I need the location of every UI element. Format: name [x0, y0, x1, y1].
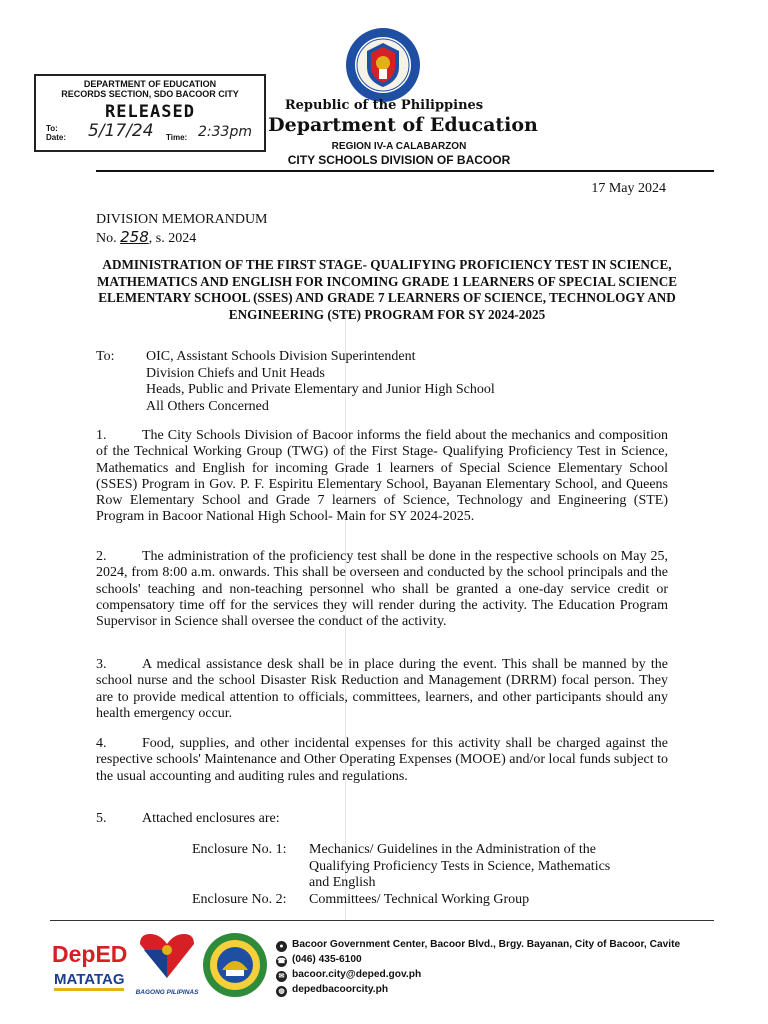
memo-no-suffix: , s. 2024 — [148, 231, 197, 246]
footer-email[interactable] — [276, 969, 421, 982]
to-label: To: — [96, 349, 115, 364]
memo-number — [96, 228, 196, 247]
stamp-line2: RECORDS SECTION, SDO BACOOR CITY — [61, 89, 239, 99]
paragraph-text: Food, supplies, and other incidental expenses for this activity shall be charged against the respective schools' Maintenance and Other Operating Expenses (MOOE) and/or local funds subject to the usual accounting and auditing rules and regulations. — [96, 736, 668, 784]
deped-seal-logo — [345, 27, 421, 103]
logo-deped-text: DepED — [52, 941, 128, 967]
paragraph-3 — [96, 657, 668, 722]
address-text: Bacoor Government Center, Bacoor Blvd., Brgy. Bayanan, City of Bacoor, Cavite — [292, 939, 681, 950]
memo-date: 17 May 2024 — [591, 181, 666, 196]
enclosure-text: Committees/ Technical Working Group — [309, 891, 530, 907]
enclosure-continuation — [192, 875, 672, 892]
enclosure-item — [192, 842, 672, 859]
enclosure-label: Enclosure No. 2: — [192, 891, 287, 907]
recipient-list — [146, 349, 495, 415]
stamp-line1: DEPARTMENT OF EDUCATION — [83, 79, 217, 89]
stamp-date-value: 5/17/24 — [88, 121, 154, 141]
paragraph-5 — [96, 811, 668, 827]
paragraph-4 — [96, 736, 668, 785]
stamp-released: RELEASED — [105, 102, 195, 122]
recipient: Heads, Public and Private Elementary and Junior High School — [146, 382, 495, 397]
header-republic: Republic of the Philippines — [284, 98, 484, 113]
stamp-time-value: 2:33pm — [198, 124, 252, 140]
enclosure-continuation — [192, 859, 672, 876]
paragraph-number: 4. — [96, 736, 107, 751]
enclosure-item — [192, 892, 672, 909]
website-text[interactable]: depedbacoorcity.ph — [292, 984, 389, 995]
email-icon: ✉ — [276, 971, 287, 982]
memo-type: DIVISION MEMORANDUM — [96, 212, 268, 227]
logo-matatag-text: MATATAG — [54, 971, 125, 988]
phone-icon: ☎ — [277, 958, 286, 965]
recipient: Division Chiefs and Unit Heads — [146, 365, 325, 381]
header-department: Department of Education — [268, 114, 538, 136]
paragraph-1 — [96, 428, 668, 526]
location-icon: ● — [276, 941, 287, 952]
paragraph-text: A medical assistance desk shall be in place during the event. This shall be manned by the school nurse and the school Disaster Risk Reduction and Management (DRRM) focal person. They are to provide medical attention to officials, committees, learners, and other participants should any health emergency occur. — [96, 657, 668, 721]
memo-no-prefix: No. — [96, 231, 121, 246]
stamp-to-label: To: — [46, 124, 58, 133]
recipient: All Others Concerned — [146, 398, 269, 414]
web-icon: ◍ — [276, 986, 287, 997]
deped-matatag-logo — [50, 932, 130, 998]
footer-rule — [50, 920, 714, 921]
paragraph-number: 2. — [96, 549, 107, 564]
stamp-time-label: Time: — [166, 133, 188, 142]
paragraph-number: 5. — [96, 811, 107, 826]
phone-text: (046) 435-6100 — [292, 954, 362, 965]
recipient: OIC, Assistant Schools Division Superintendent — [146, 349, 416, 364]
enclosure-text: Qualifying Proficiency Tests in Science, Mathematics — [309, 858, 611, 874]
enclosure-text: Mechanics/ Guidelines in the Administration of the — [309, 842, 596, 857]
header-rule — [96, 170, 714, 172]
header-division: CITY SCHOOLS DIVISION OF BACOOR — [287, 153, 511, 167]
paragraph-text: The City Schools Division of Bacoor informs the field about the mechanics and composition of the Technical Working Group (TWG) of the First Stage- Qualifying Proficiency Test in Science, Mathematics and English for incoming Grade 1 learners of Special Science Elementary School (SSES) Program in Gov. P. F. Espiritu Elementary School, Bayanan Elementary School, and Queens Row Elementary School and Grade 7 learners of Science, Technology and Engineering (STE) Program in Bacoor National High School- Main for SY 2024-2025. — [96, 428, 668, 525]
paragraph-2 — [96, 549, 668, 630]
stamp-date-label: Date: — [46, 133, 67, 142]
logo-bagong-text: BAGONG PILIPINAS — [135, 989, 199, 996]
enclosure-list — [192, 842, 672, 908]
memo-no-value: 258 — [120, 228, 149, 246]
enclosure-text: and English — [309, 875, 376, 890]
paragraph-text: The administration of the proficiency test shall be done in the respective schools on May 25, 2024, from 8:00 a.m. onwards. This shall be overseen and conducted by the school principals and the schools' teaching and non-teaching personnel who shall be granted a one-day service credit or compensatory time off for the services they will render during the activity. The Education Program Supervisor in Science shall oversee the conduct of the activity. — [96, 549, 668, 630]
enclosure-label: Enclosure No. 1: — [192, 842, 287, 857]
footer-address — [276, 939, 680, 952]
paragraph-number: 1. — [96, 428, 107, 443]
footer-phone — [276, 954, 362, 967]
email-text[interactable]: bacoor.city@deped.gov.ph — [292, 969, 422, 980]
header-region: REGION IV-A CALABARZON — [331, 141, 467, 152]
memo-title: ADMINISTRATION OF THE FIRST STAGE- QUALIFYING PROFICIENCY TEST IN SCIENCE, MATHEMATICS AND ENGLISH FOR INCOMING GRADE 1 LEARNERS OF SPECIAL SCIENCE ELEMENTARY SCHOOL (SSES) AND GRADE 7 LEARNERS OF SCIENCE, TECHNOLOGY AND ENGINEERING (STE) PROGRAM FOR SY 2024-2025 — [96, 257, 678, 322]
paragraph-number: 3. — [96, 657, 107, 672]
paragraph-text: Attached enclosures are: — [142, 811, 280, 826]
footer-website[interactable] — [276, 984, 388, 997]
sdo-bacoor-seal-logo — [202, 932, 268, 998]
bagong-pilipinas-logo — [134, 930, 200, 1000]
